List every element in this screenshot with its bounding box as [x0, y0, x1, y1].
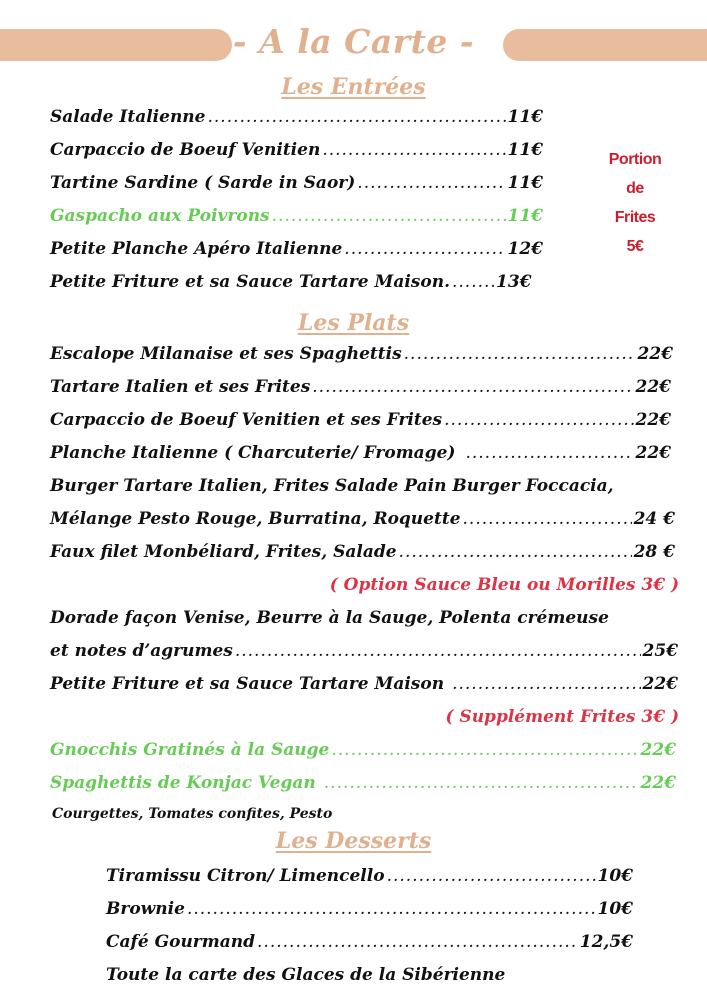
menu-item — [50, 238, 543, 260]
section-title-plats: Les Plats — [297, 310, 410, 336]
item-name: Salade Italienne — [50, 107, 206, 127]
item-price: 28 € — [633, 542, 675, 562]
item-name: Faux filet Monbéliard, Frites, Salade — [50, 542, 397, 562]
supplement-note: ( Supplément Frites 3€ ) — [445, 707, 679, 727]
item-name: Escalope Milanaise et ses Spaghettis — [50, 344, 402, 364]
item-price: 22€ — [635, 410, 671, 430]
item-price: 22€ — [637, 344, 673, 364]
note-line: Frites — [614, 209, 656, 226]
menu-item — [50, 172, 543, 194]
item-name: Petite Friture et sa Sauce Tartare Maison. — [50, 272, 450, 292]
menu-item-description: Toute la carte des Glaces de la Sibérienne — [106, 965, 506, 985]
menu-item — [50, 409, 671, 431]
note-price: 5€ — [626, 238, 644, 255]
item-name: Planche Italienne ( Charcuterie/ Fromage) — [50, 443, 456, 463]
menu-item — [50, 739, 676, 761]
item-price: 11€ — [507, 173, 543, 193]
menu-item — [50, 442, 671, 464]
menu-item — [50, 541, 675, 563]
leader-dots — [452, 673, 640, 695]
item-name: Gaspacho aux Poivrons — [50, 206, 270, 226]
menu-item-description: Courgettes, Tomates confites, Pesto — [52, 806, 333, 822]
item-price: 24 € — [633, 509, 675, 529]
fries-portion-note — [595, 145, 675, 261]
item-price: 12€ — [507, 239, 543, 259]
item-price: 22€ — [642, 674, 678, 694]
item-price: 22€ — [640, 740, 676, 760]
item-price: 11€ — [507, 206, 543, 226]
leader-dots — [357, 172, 505, 194]
leader-dots — [465, 442, 629, 464]
leader-dots — [404, 343, 636, 365]
leader-dots — [387, 865, 596, 887]
leader-dots — [312, 376, 633, 398]
item-name: Spaghettis de Konjac Vegan — [50, 773, 316, 793]
item-name: Petite Planche Apéro Italienne — [50, 239, 343, 259]
leader-dots — [235, 640, 641, 662]
page-title: - A la Carte - — [232, 22, 475, 61]
leader-dots — [463, 508, 632, 530]
menu-item — [50, 673, 678, 695]
item-name: Café Gourmand — [106, 932, 256, 952]
leader-dots — [444, 409, 633, 431]
leader-dots — [344, 238, 505, 260]
menu-item — [50, 106, 543, 128]
item-price: 13€ — [496, 272, 532, 292]
leader-dots — [452, 271, 494, 293]
item-price: 11€ — [507, 107, 543, 127]
menu-item — [50, 376, 671, 398]
item-name: Tiramissu Citron/ Limencello — [106, 866, 385, 886]
menu-item-description: Dorade façon Venise, Beurre à la Sauge, Polenta crémeuse — [50, 608, 609, 628]
item-price: 12,5€ — [579, 932, 633, 952]
leader-dots — [322, 139, 505, 161]
menu-item — [50, 343, 673, 365]
item-price: 22€ — [640, 773, 676, 793]
menu-item — [50, 271, 543, 293]
item-price: 25€ — [642, 641, 678, 661]
menu-item — [50, 139, 543, 161]
item-price: 22€ — [635, 377, 671, 397]
item-price: 10€ — [597, 899, 633, 919]
menu-item — [50, 205, 543, 227]
menu-item — [50, 640, 678, 662]
item-name: Mélange Pesto Rouge, Burratina, Roquette — [50, 509, 461, 529]
item-name: et notes d’agrumes — [50, 641, 233, 661]
menu-item — [50, 508, 675, 530]
menu-item — [50, 772, 676, 794]
section-title-desserts: Les Desserts — [275, 828, 432, 854]
item-name: Gnocchis Gratinés à la Sauge — [50, 740, 330, 760]
menu-item — [106, 898, 633, 920]
menu-item — [106, 865, 633, 887]
leader-dots — [257, 931, 578, 953]
item-price: 22€ — [635, 443, 671, 463]
item-price: 11€ — [507, 140, 543, 160]
note-line: de — [626, 180, 644, 197]
item-name: Brownie — [106, 899, 185, 919]
item-name: Tartine Sardine ( Sarde in Saor) — [50, 173, 356, 193]
item-name: Tartare Italien et ses Frites — [50, 377, 311, 397]
menu-item — [106, 931, 633, 953]
leader-dots — [187, 898, 596, 920]
leader-dots — [207, 106, 505, 128]
leader-dots — [331, 739, 638, 761]
item-price: 10€ — [597, 866, 633, 886]
leader-dots — [324, 772, 639, 794]
item-name: Carpaccio de Boeuf Venitien et ses Frites — [50, 410, 443, 430]
option-note: ( Option Sauce Bleu ou Morilles 3€ ) — [329, 575, 679, 595]
item-name: Carpaccio de Boeuf Venitien — [50, 140, 321, 160]
leader-dots — [399, 541, 632, 563]
note-line: Portion — [608, 151, 662, 168]
menu-item-description: Burger Tartare Italien, Frites Salade Pain Burger Foccacia, — [50, 476, 614, 496]
leader-dots — [272, 205, 506, 227]
section-title-entrees: Les Entrées — [281, 74, 426, 100]
item-name: Petite Friture et sa Sauce Tartare Maison — [50, 674, 445, 694]
